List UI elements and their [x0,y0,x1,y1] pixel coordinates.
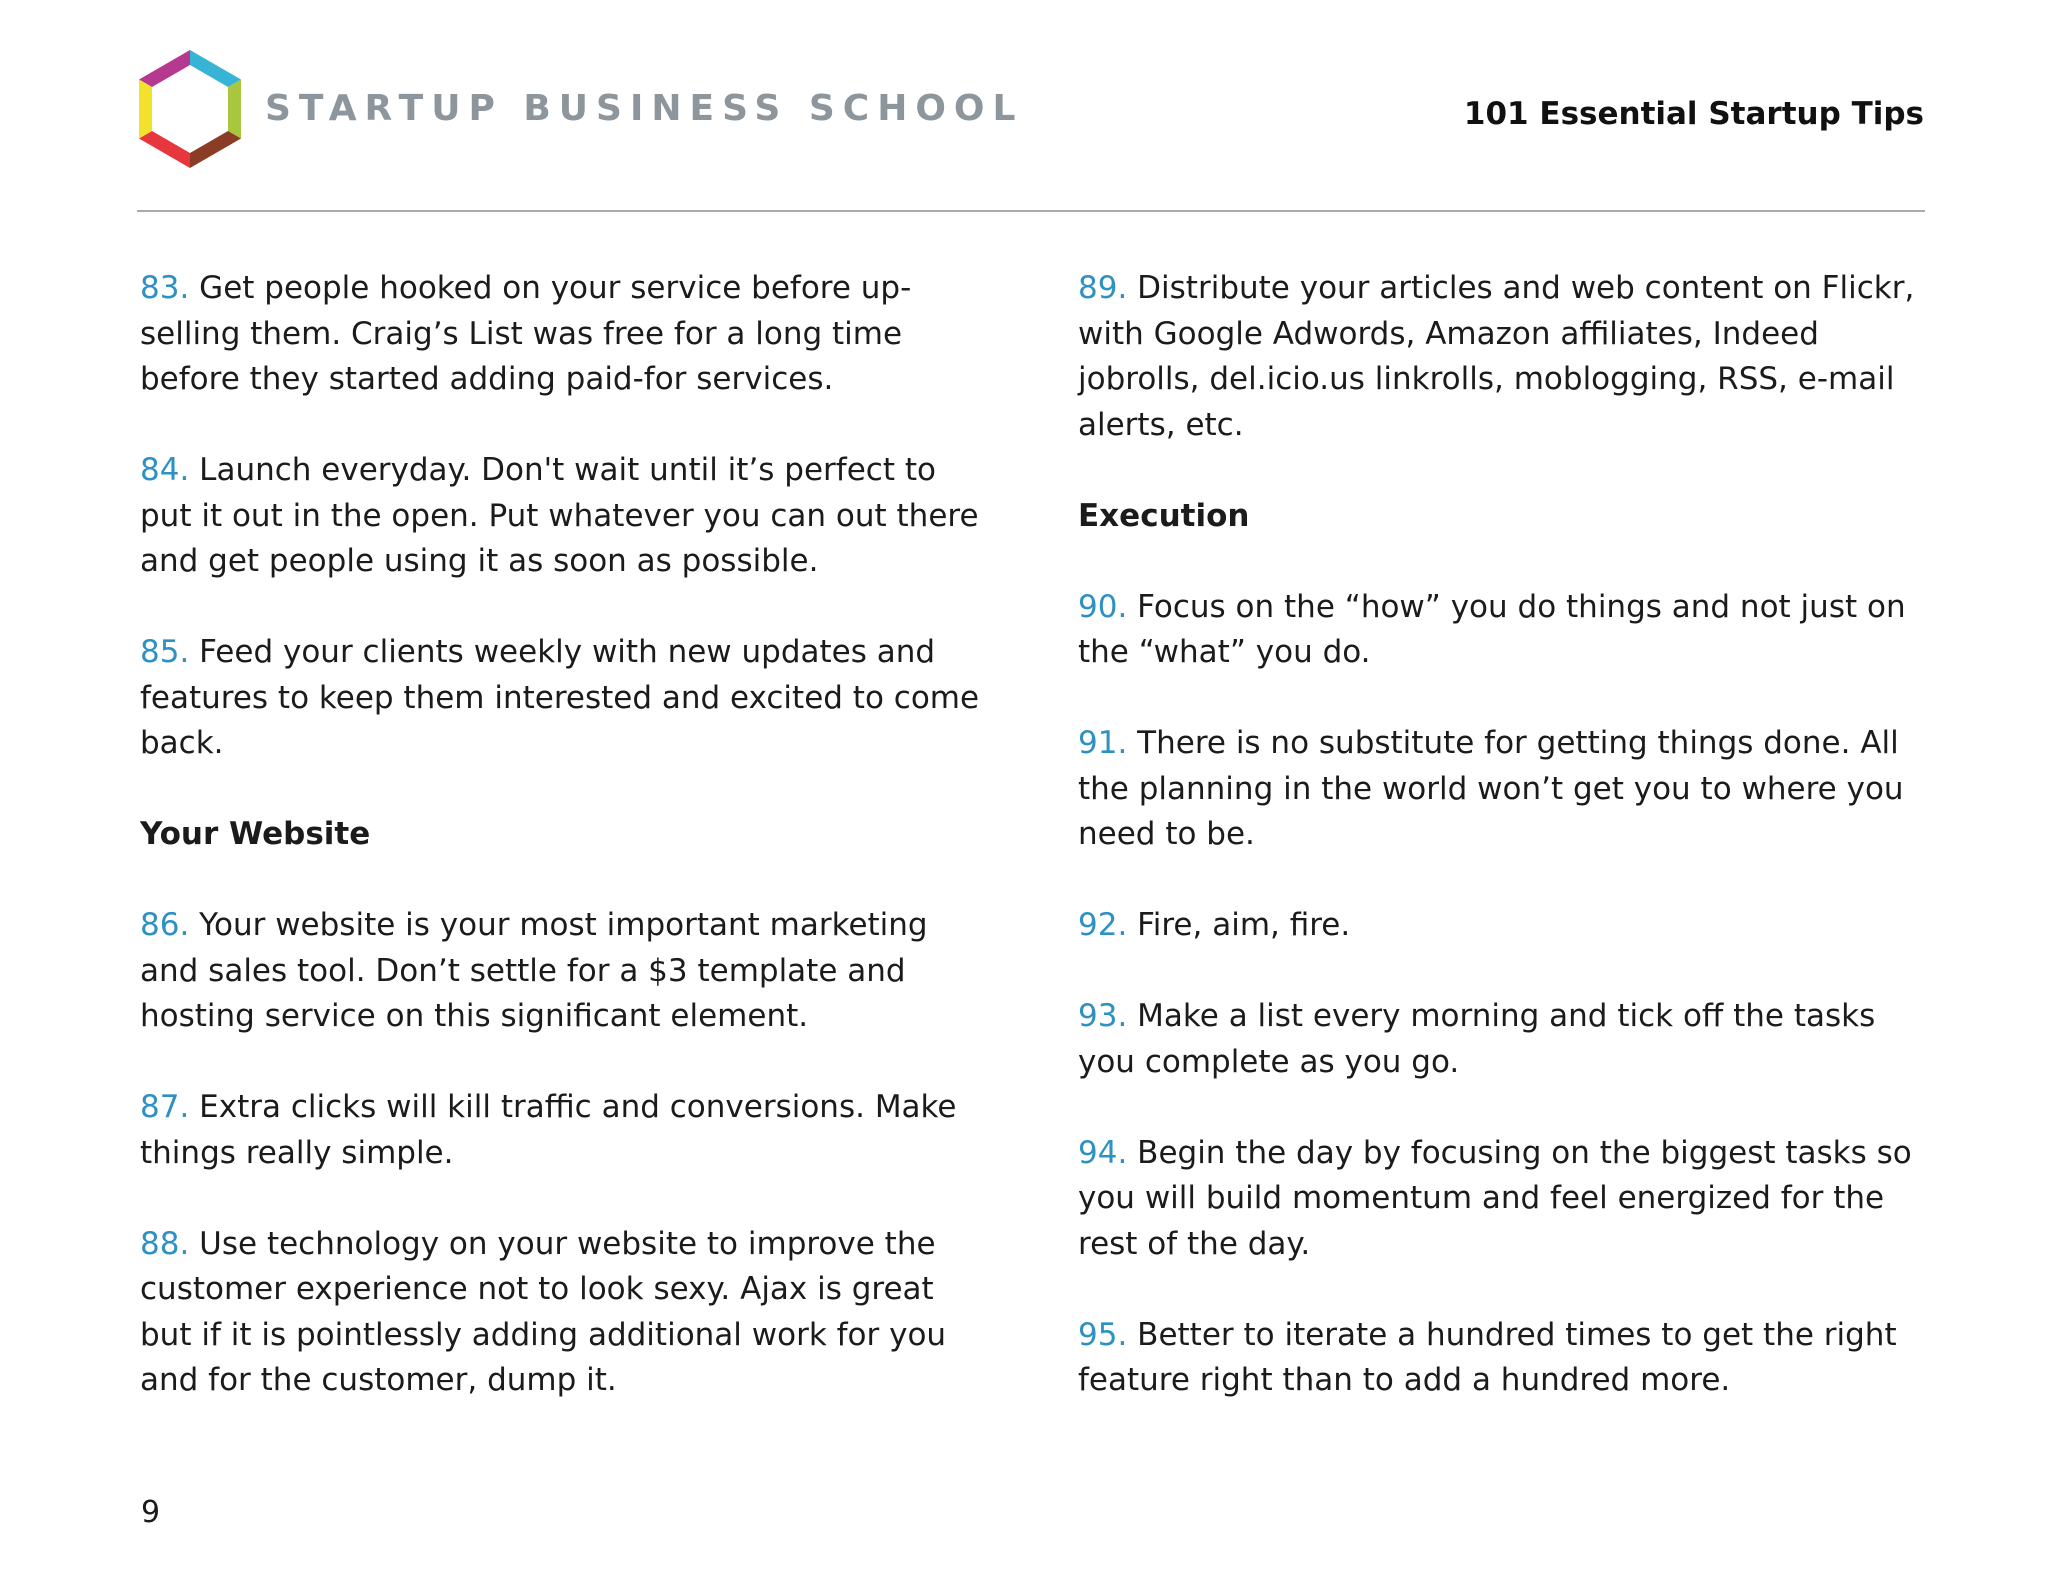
tip-number: 91. [1078,725,1128,761]
tip-number: 94. [1078,1134,1128,1171]
tip-number: 93. [1078,998,1128,1034]
tip-text: Distribute your articles and web content on Flickr, with Google Adwords, Amazon affiliates, Indeed jobrolls, del.icio.us linkrolls, moblogging, RSS, e-mail alerts, etc. [1078,270,1915,443]
tip-number: 95. [1078,1316,1128,1353]
tip-93 [1078,994,1928,1085]
hexagon-logo-icon [139,50,241,168]
tip-text: There is no substitute for getting things done. All the planning in the world won’t get you to where you need to be. [1078,725,1904,852]
tip-87 [140,1085,983,1176]
tip-84 [140,448,983,585]
tip-text: Make a list every morning and tick off the tasks you complete as you go. [1078,998,1876,1080]
tip-88 [140,1222,983,1404]
section-heading-your-website: Your Website [140,816,371,852]
section-heading-execution: Execution [1078,497,1250,534]
header-divider [137,210,1925,212]
tip-90 [1078,585,1928,676]
tip-text: Launch everyday. Don't wait until it’s perfect to put it out in the open. Put whatever you can out there and get people using it as soon as possible. [140,452,979,579]
tip-number: 85. [140,634,190,670]
tip-text: Get people hooked on your service before up-selling them. Craig’s List was free for a long time before they started adding paid-for services. [140,270,912,397]
tip-text: Begin the day by focusing on the biggest tasks so you will build momentum and feel energized for the rest of the day. [1078,1134,1912,1262]
tip-number: 84. [140,452,190,488]
tip-number: 92. [1078,907,1128,943]
tip-number: 89. [1078,270,1128,306]
tip-number: 87. [140,1089,190,1125]
tip-number: 88. [140,1225,190,1262]
document-title: 101 Essential Startup Tips [1463,96,1924,132]
tip-95 [1078,1313,1928,1404]
tip-83 [140,266,983,403]
tip-text: Your website is your most important marketing and sales tool. Don’t settle for a $3 template and hosting service on this significant element. [140,907,928,1034]
brand-name: STARTUP BUSINESS SCHOOL [265,88,1024,129]
tip-85 [140,630,983,767]
tip-number: 83. [140,270,190,306]
tip-text: Fire, aim, fire. [1137,907,1351,943]
tip-text: Focus on the “how” you do things and not just on the “what” you do. [1078,588,1906,670]
tip-text: Extra clicks will kill traffic and conversions. Make things really simple. [140,1089,957,1171]
tip-89 [1078,266,1928,448]
tip-number: 90. [1078,588,1128,625]
tip-91 [1078,721,1928,858]
page-header [139,50,1924,168]
page-number: 9 [141,1495,161,1530]
tip-92 [1078,903,1928,949]
tip-text: Feed your clients weekly with new updates and features to keep them interested and excited to come back. [140,634,980,761]
tip-94 [1078,1131,1928,1268]
tip-number: 86. [140,907,190,943]
tip-text: Better to iterate a hundred times to get the right feature right than to add a hundred more. [1078,1316,1897,1398]
right-column [1078,266,1928,1449]
tip-text: Use technology on your website to improve the customer experience not to look sexy. Ajax is great but if it is pointlessly adding additional work for you and for the customer, dump it. [140,1225,947,1398]
tip-86 [140,903,983,1040]
left-column [140,266,983,1449]
